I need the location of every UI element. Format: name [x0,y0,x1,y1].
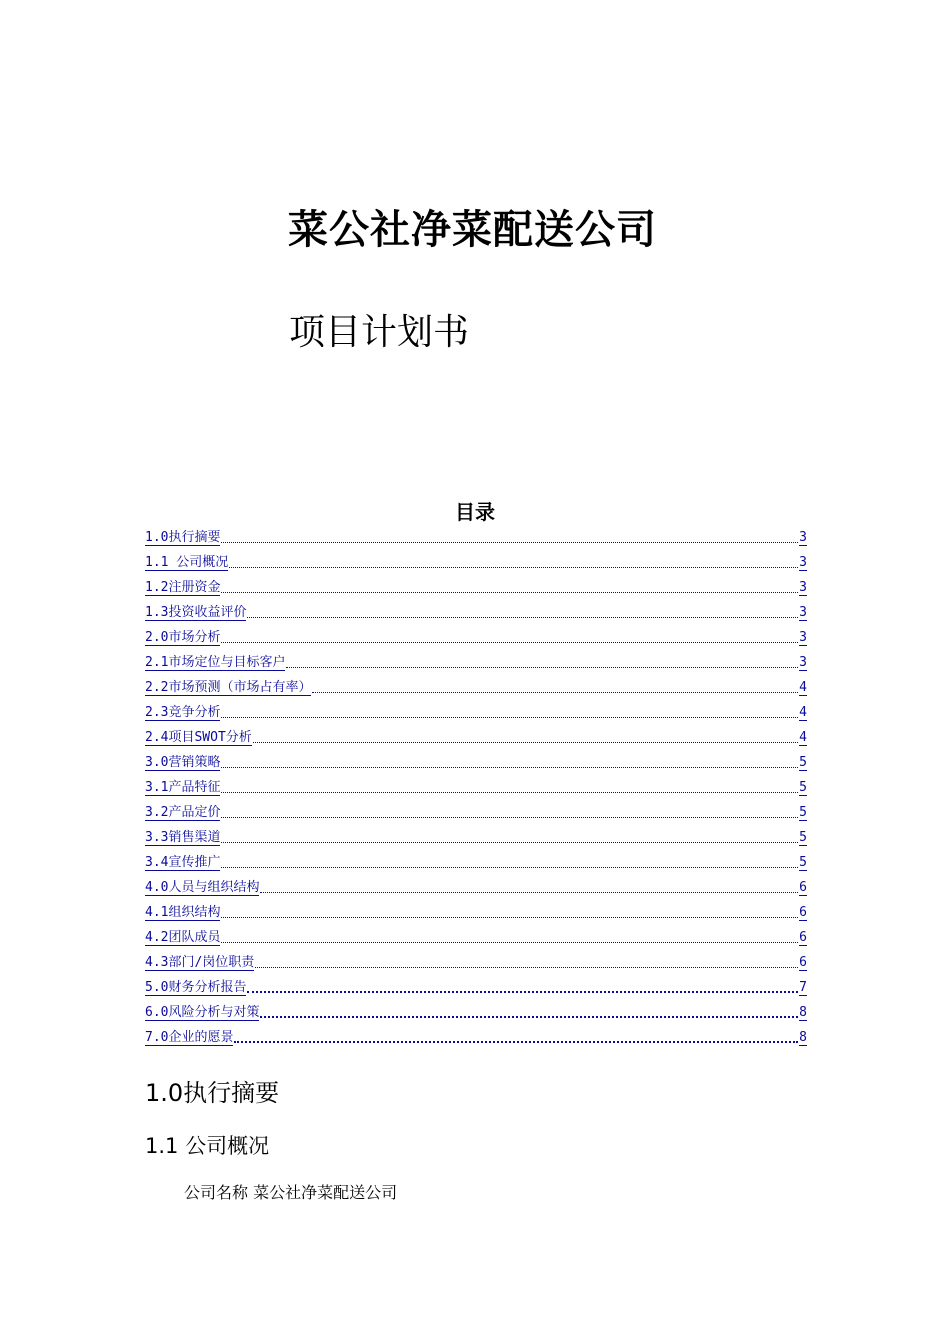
toc-dot-leader [260,891,798,893]
toc-entry-page-number[interactable]: 4 [799,680,807,695]
toc-entry[interactable] [145,648,807,673]
toc-entry-label[interactable]: 4.0人员与组织结构 [145,880,260,895]
toc-entry-page-number[interactable]: 4 [799,730,807,745]
toc-entry-label[interactable]: 3.2产品定价 [145,805,221,820]
toc-entry[interactable] [145,573,807,598]
toc-entry[interactable] [145,623,807,648]
toc-entry-page-number[interactable]: 3 [799,630,807,645]
toc-dot-leader [221,941,798,943]
toc-entry[interactable] [145,923,807,948]
toc-entry[interactable] [145,873,807,898]
toc-entry-label[interactable]: 2.3竞争分析 [145,705,221,720]
toc-heading: 目录 [455,500,495,524]
document-title: 菜公社净菜配送公司 [288,207,657,253]
toc-entry-label[interactable]: 3.3销售渠道 [145,830,221,845]
toc-dot-leader [255,966,798,968]
toc-dot-leader [312,691,798,693]
toc-entry[interactable] [145,823,807,848]
toc-dot-leader [247,616,798,618]
toc-entry-page-number[interactable]: 6 [799,930,807,945]
toc-entry-label[interactable]: 2.4项目SWOT分析 [145,730,252,745]
toc-entry-page-number[interactable]: 3 [799,605,807,620]
toc-entry-label[interactable]: 4.2团队成员 [145,930,221,945]
toc-entry-label[interactable]: 2.1市场定位与目标客户 [145,655,286,670]
toc-entry[interactable] [145,948,807,973]
toc-entry-page-number[interactable]: 3 [799,555,807,570]
toc-entry[interactable] [145,698,807,723]
toc-dot-leader [221,716,798,718]
toc-entry-label[interactable]: 1.2注册资金 [145,580,221,595]
toc-entry[interactable] [145,548,807,573]
toc-dot-leader [221,866,798,868]
toc-entry-page-number[interactable]: 6 [799,955,807,970]
toc-entry[interactable] [145,848,807,873]
toc-entry-label[interactable]: 4.3部门/岗位职责 [145,955,255,970]
toc-entry-page-number[interactable]: 3 [799,580,807,595]
toc-dot-leader [221,591,798,593]
toc-entry-label[interactable]: 3.1产品特征 [145,780,221,795]
toc-entry[interactable] [145,748,807,773]
toc-dot-leader [221,641,798,643]
toc-entry-label[interactable]: 6.0风险分析与对策 [145,1005,260,1020]
toc-dot-leader [221,816,798,818]
toc-entry-page-number[interactable]: 6 [799,905,807,920]
toc-dot-leader [221,916,798,918]
toc-entry-label[interactable]: 1.0执行摘要 [145,530,221,545]
toc-entry-page-number[interactable]: 8 [799,1005,807,1020]
toc-entry-label[interactable]: 4.1组织结构 [145,905,221,920]
toc-entry-page-number[interactable]: 7 [799,980,807,995]
toc-entry-label[interactable]: 7.0企业的愿景 [145,1030,234,1045]
toc-entry-page-number[interactable]: 4 [799,705,807,720]
toc-entry-label[interactable]: 2.2市场预测（市场占有率） [145,680,312,695]
toc-entry-page-number[interactable]: 3 [799,655,807,670]
toc-entry-page-number[interactable]: 5 [799,805,807,820]
toc-entry[interactable] [145,973,807,998]
toc-entry[interactable] [145,723,807,748]
toc-dot-leader [221,766,798,768]
toc-entry-page-number[interactable]: 3 [799,530,807,545]
toc-entry-label[interactable]: 2.0市场分析 [145,630,221,645]
toc-entry[interactable] [145,798,807,823]
toc-entry[interactable] [145,598,807,623]
toc-dot-leader [286,666,798,668]
body-paragraph: 公司名称 菜公社净菜配送公司 [184,1183,398,1202]
toc-entry-page-number[interactable]: 5 [799,830,807,845]
toc-dot-leader [253,741,798,743]
toc-dot-leader [221,541,798,543]
toc-entry[interactable] [145,773,807,798]
section-heading: 1.0执行摘要 [145,1079,280,1107]
toc-entry-page-number[interactable]: 5 [799,780,807,795]
toc-entry-page-number[interactable]: 6 [799,880,807,895]
toc-entry[interactable] [145,998,807,1023]
toc-entry[interactable] [145,673,807,698]
toc-entry[interactable] [145,898,807,923]
toc-entry[interactable] [145,523,807,548]
toc-entry-page-number[interactable]: 5 [799,755,807,770]
document-subtitle: 项目计划书 [289,312,470,353]
toc-entry-page-number[interactable]: 8 [799,1030,807,1045]
toc-dot-leader [234,1040,798,1043]
toc-entry-label[interactable]: 3.4宣传推广 [145,855,221,870]
toc-entry[interactable] [145,1023,807,1048]
table-of-contents [145,523,807,1048]
toc-entry-label[interactable]: 3.0营销策略 [145,755,221,770]
toc-dot-leader [221,841,798,843]
toc-entry-label[interactable]: 1.1 公司概况 [145,555,229,570]
toc-dot-leader [247,990,798,993]
toc-entry-page-number[interactable]: 5 [799,855,807,870]
toc-entry-label[interactable]: 5.0财务分析报告 [145,980,247,995]
toc-entry-label[interactable]: 1.3投资收益评价 [145,605,247,620]
toc-dot-leader [229,566,798,568]
subsection-heading: 1.1 公司概况 [145,1134,270,1158]
toc-dot-leader [260,1015,798,1018]
toc-dot-leader [221,791,798,793]
